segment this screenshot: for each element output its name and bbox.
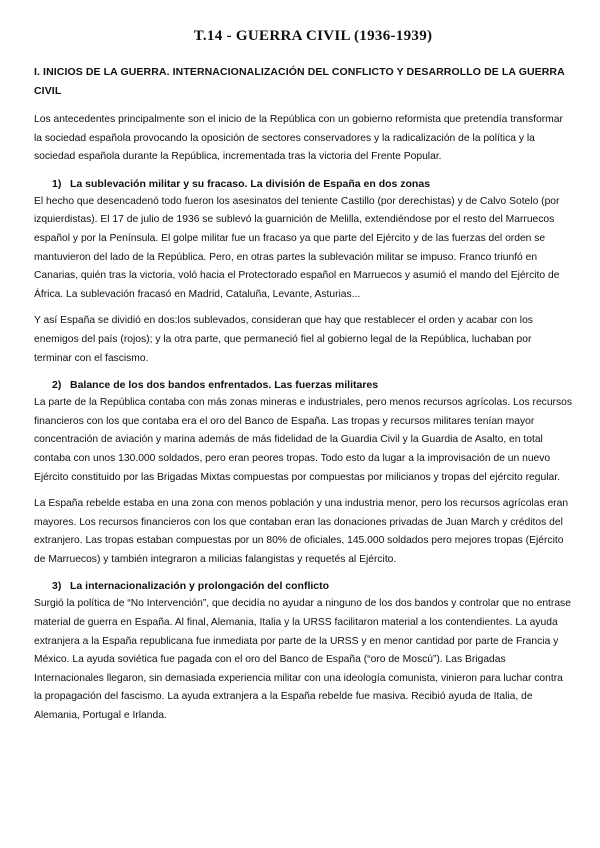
section-heading: I. INICIOS DE LA GUERRA. INTERNACIONALIZACIÓN DEL CONFLICTO Y DESARROLLO DE LA GUERRA CIVIL [34, 66, 565, 97]
subsection-number: 1) [52, 177, 62, 190]
subsection-heading-2 [34, 376, 572, 394]
subsection-number: 2) [52, 379, 62, 392]
paragraph: La España rebelde estaba en una zona con menos población y una industria menor, pero los recursos agrícolas eran mayores. Los recursos financieros con los que contaban eran las donaciones privadas de Juan March y créditos del extranjero. Las tropas estaban compuestas por un 80% de oficiales, 145.000 soldados pero mejores tropas (Ejército de Marruecos) y también integraron a milicias falangistas y requetés al Ejército. [34, 498, 569, 565]
paragraph: Surgió la política de “No Intervención”, que decidía no ayudar a ninguno de los dos bandos y controlar que no entrase material de guerra en España. Al final, Alemania, Italia y la URSS facilitaron material a los contendientes. La ayuda extranjera a la España republicana fue inmediata por parte de la URSS y en menor cantidad por parte de Francia y México. La ayuda soviética fue pagada con el oro del Banco de España (“oro de Moscú”). Las Brigadas Internacionales llegaron, sin demasiada experiencia militar con una ideología comunista, vinieron para luchar contra la propagación del fascismo. La ayuda extranjera a la España rebelde fue masiva. Recibió ayuda de Italia, de Alemania, Portugal e Irlanda. [34, 598, 571, 722]
subsection-heading-3 [34, 577, 572, 595]
document-title: T.14 - GUERRA CIVIL (1936-1939) [193, 28, 433, 44]
subsection-heading-1 [34, 175, 572, 193]
subsection-title: Balance de los dos bandos enfrentados. Las fuerzas militares [70, 379, 379, 392]
subsection-title: La internacionalización y prolongación del conflicto [70, 580, 330, 593]
paragraph: La parte de la República contaba con más zonas mineras e industriales, pero menos recursos agrícolas. Los recursos financieros con los que contaba era el oro del Banco de España. Las tropas y recursos militares tenían mayor concentración de aviación y marina además de más fidelidad de la Guardia Civil y la Guardia de Asalto, en total contaba con unos 130.000 soldados, pero eran peores tropas. Todo esto da lugar a la improvisación de un nuevo Ejército constituido por las Brigadas Mixtas compuestas por compuestas por milicianos y tropas del ejército regular. [34, 397, 573, 483]
paragraph: Y así España se dividió en dos:los sublevados, consideran que hay que restablecer el orden y acabar con los enemigos del país (rojos); y la otra parte, que permaneció fiel al gobierno legal de la República, luchaban por terminar con el fascismo. [34, 315, 533, 364]
intro-paragraph: Los antecedentes principalmente son el inicio de la República con un gobierno reformista que pretendía transformar la sociedad española provocando la oposición de sectores conservadores y la radicalización de la política y la sociedad española durante la República, incrementada tras la victoria del Frente Popular. [34, 114, 563, 163]
subsection-title: La sublevación militar y su fracaso. La división de España en dos zonas [70, 177, 431, 190]
paragraph: El hecho que desencadenó todo fueron los asesinatos del teniente Castillo (por derechistas) y de Calvo Sotelo (por izquierdistas). El 17 de julio de 1936 se sublevó la guarnición de Melilla, extendiéndose por el resto del Marruecos español y por la Península. El golpe militar fue un fracaso ya que parte del Ejército y de las fuerzas del orden se mantuvieron del lado de la República. Pero, en otras partes la sublevación militar se impuso. Franco triunfó en Canarias, quién tras la victoria, voló hacia el Protectorado español en Marruecos y asumió el mando del Ejército de África. La sublevación fracasó en Madrid, Cataluña, Levante, Asturias... [34, 195, 560, 300]
subsection-number: 3) [52, 580, 62, 593]
